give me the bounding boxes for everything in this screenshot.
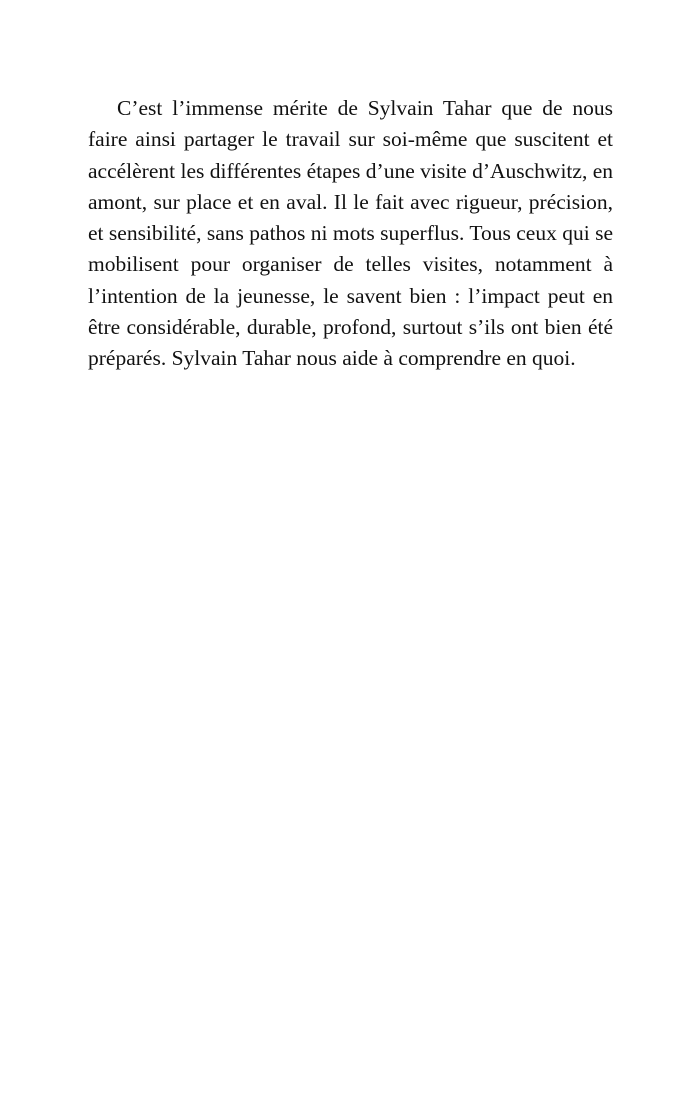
body-text <box>88 93 613 375</box>
paragraph: C’est l’immense mérite de Sylvain Tahar que de nous faire ainsi partager le travail sur soi-même que suscitent et accélèrent les différentes étapes d’une visite d’Auschwitz, en amont, sur place et en aval. Il le fait avec rigueur, précision, et sensibilité, sans pathos ni mots superflus. Tous ceux qui se mobilisent pour organiser de telles visites, notamment à l’intention de la jeunesse, le savent bien : l’impact peut en être considérable, durable, profond, surtout s’ils ont bien été préparés. Sylvain Tahar nous aide à comprendre en quoi. <box>88 96 613 371</box>
